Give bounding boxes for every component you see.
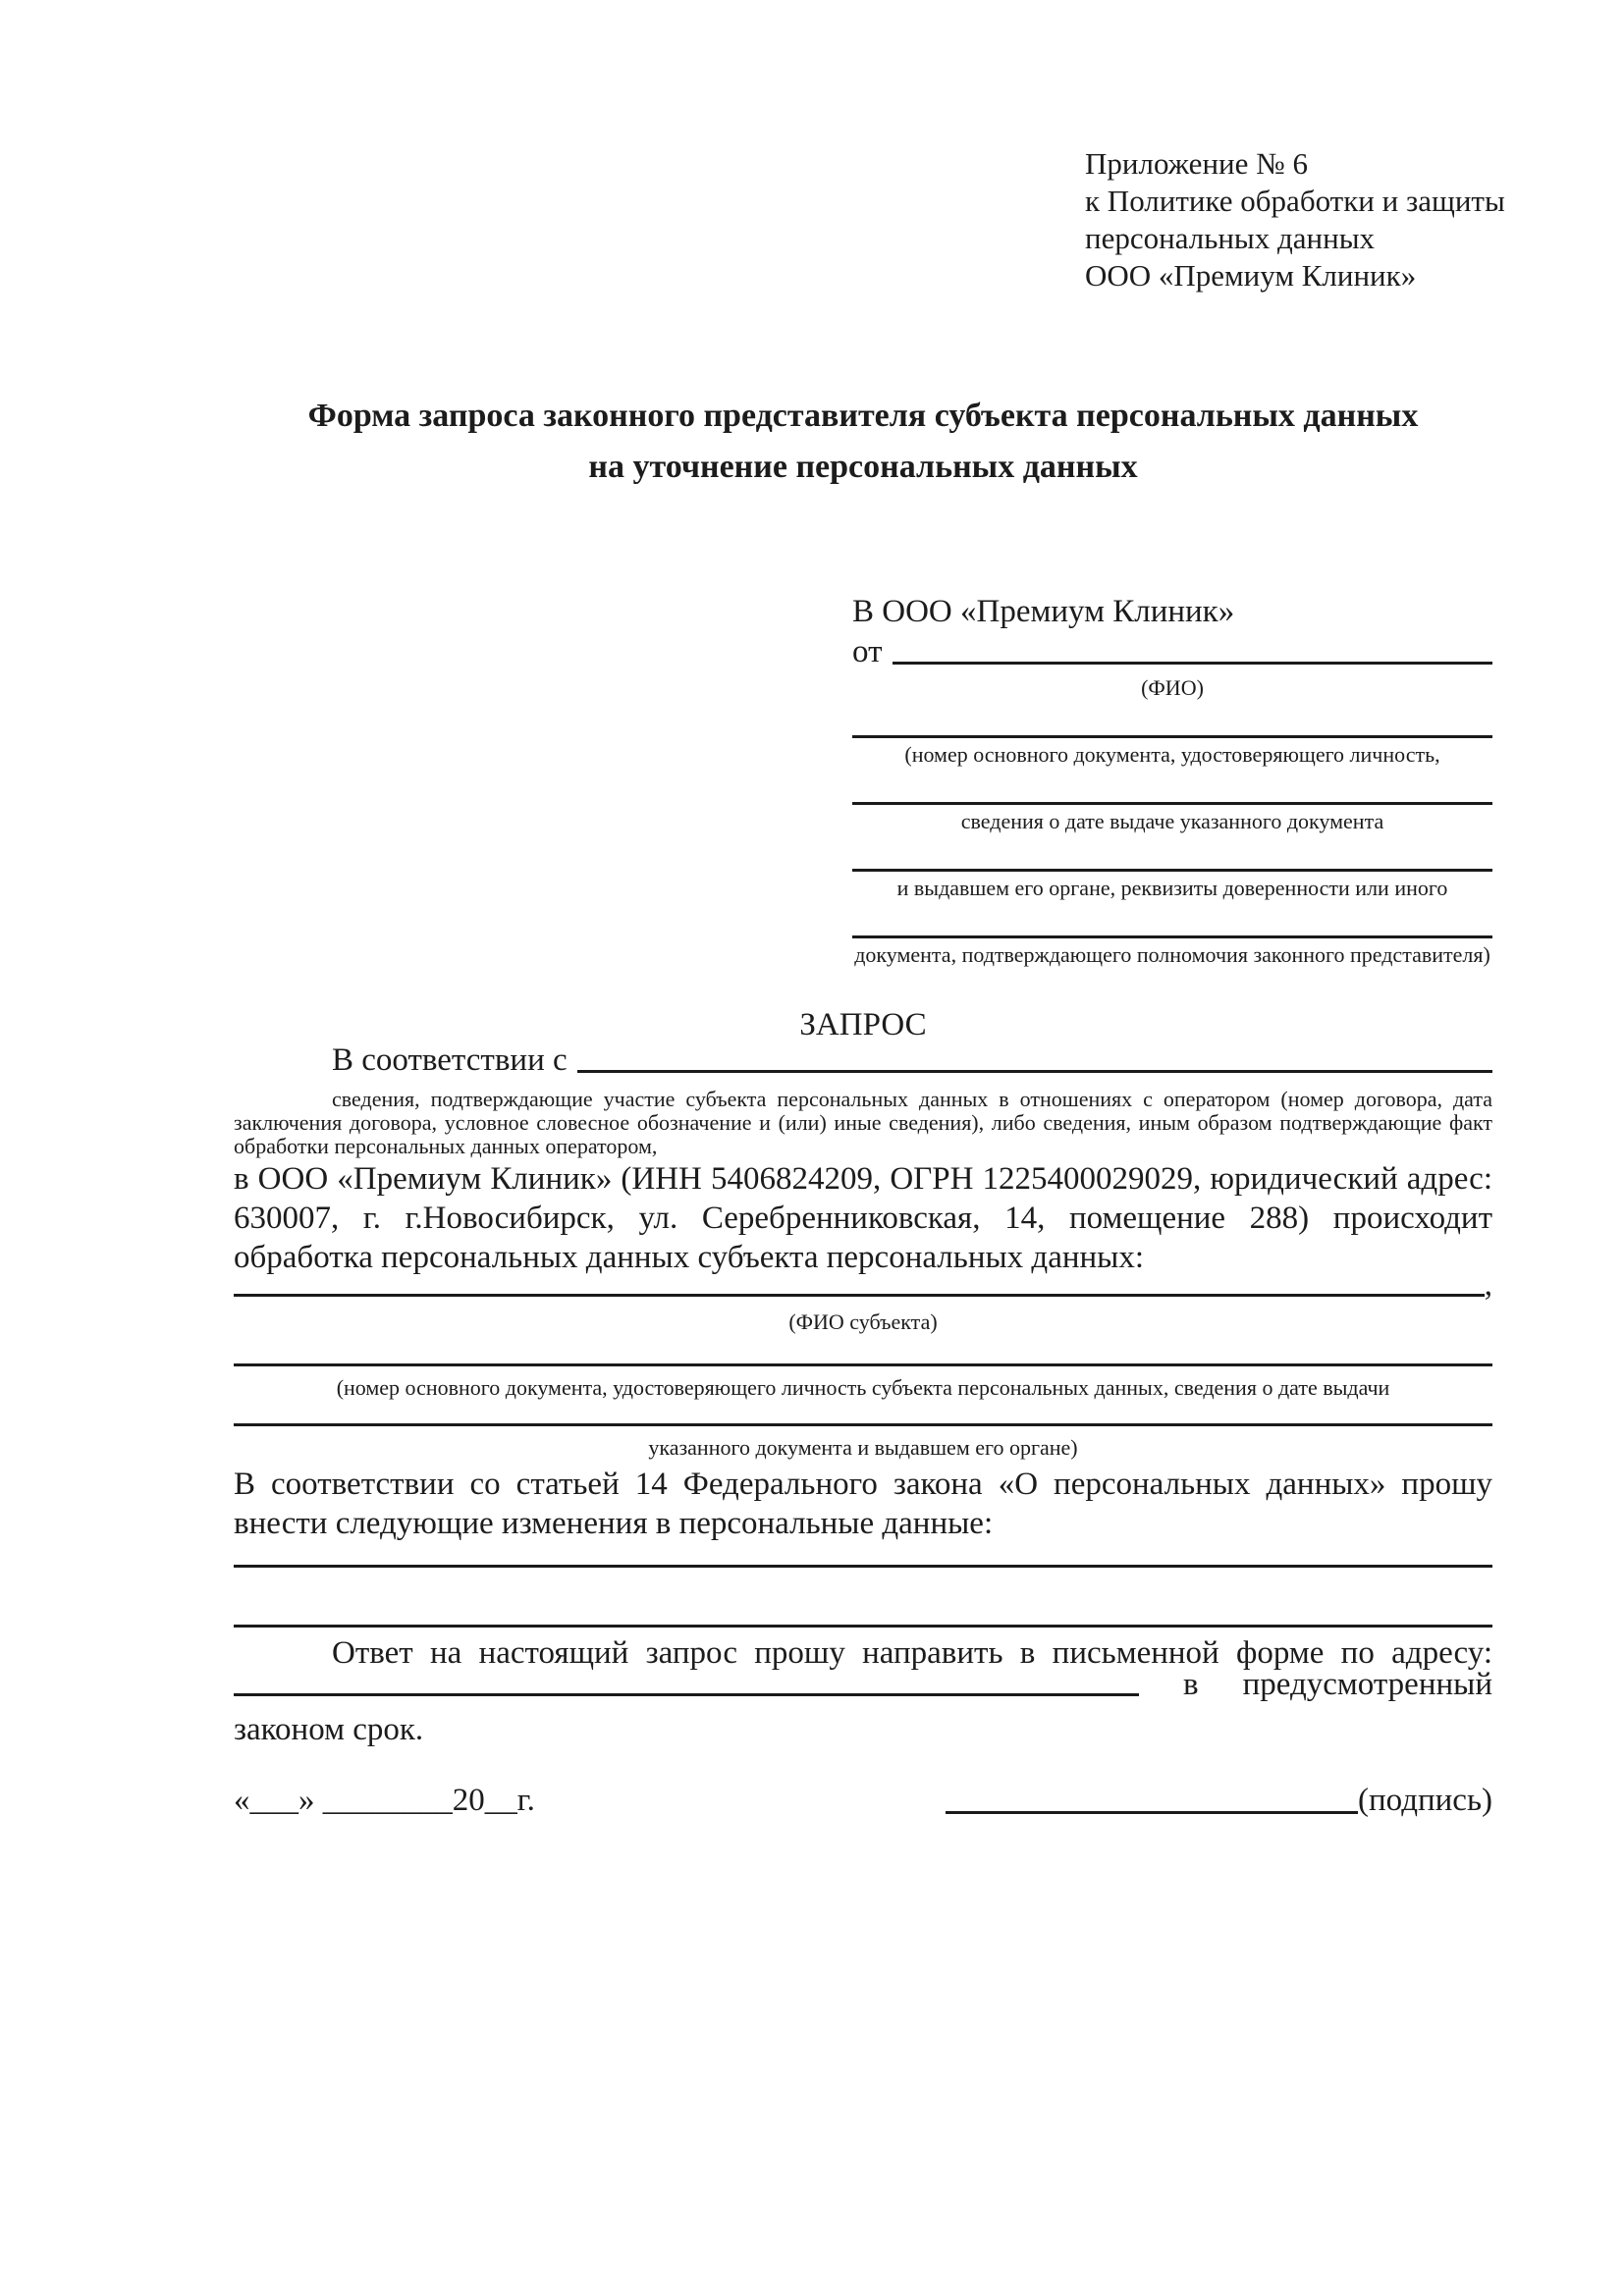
appendix-note [1085,145,1505,294]
document-title-line-1: Форма запроса законного представителя субъекта персональных данных [307,398,1419,434]
appendix-line-2: к Политике обработки и защиты [1085,184,1505,218]
subject-document-caption-1: (номер основного документа, удостоверяющего личность субъекта персональных данных, сведения о дате выдачи [336,1375,1390,1400]
from-row [852,632,1492,669]
subject-fio-row [234,1266,1492,1302]
subject-fio-blank-line [234,1294,1485,1297]
addressee-organization: В ООО «Премиум Клиник» [852,594,1235,629]
blank-line-caption: и выдавшем его органе, реквизиты доверенности или иного [896,876,1448,900]
blank-line-caption: сведения о дате выдаче указанного документа [960,809,1384,833]
from-label: от [852,634,883,669]
amendment-paragraph: В соответствии со статьей 14 Федерального закона «О персональных данных» прошу внести следующие изменения в персональные данные: [234,1467,1492,1541]
subject-line-comma: , [1484,1267,1492,1303]
appendix-line-3: персональных данных [1085,221,1376,255]
fio-caption: (ФИО) [1141,675,1204,700]
signature-area [946,1781,1492,1820]
blank-line-caption: документа, подтверждающего полномочия законного представителя) [854,942,1490,967]
fio-blank-line [893,662,1493,665]
blank-line [852,935,1492,938]
document-number-blank-group [852,735,1492,767]
document-title-line-2: на уточнение персональных данных [588,449,1138,485]
amendment-blank-line-2 [234,1625,1492,1628]
date-blank: «___» ________20__г. [234,1783,535,1818]
blank-line [852,735,1492,738]
subject-fio-caption: (ФИО субъекта) [788,1309,938,1334]
reply-paragraph-line-1: Ответ на настоящий запрос прошу направить в письменной форме по адресу: [332,1635,1492,1671]
reply-address-row [234,1669,1492,1700]
issuing-authority-blank-group [852,869,1492,900]
request-heading: ЗАПРОС [799,1007,927,1042]
intro-row [234,1041,1492,1077]
issue-date-blank-group [852,802,1492,833]
appendix-line-4: ООО «Премиум Клиник» [1085,258,1417,293]
subject-document-blank-line [234,1363,1492,1366]
amendment-blank-line-1 [234,1565,1492,1568]
signature-blank-line [946,1811,1358,1814]
blank-line-caption: (номер основного документа, удостоверяющего личность, [904,742,1440,767]
signature-row [234,1779,1492,1820]
operator-paragraph: в ООО «Премиум Клиник» (ИНН 5406824209, ОГРН 1225400029029, юридический адрес: 630007, г. г.Новосибирск, ул. Серебренниковская, 14, помещение 288) происходит обработка персональных данных субъекта персональных данных: [234,1161,1492,1275]
intro-label: В соответствии с [332,1042,568,1078]
reply-paragraph-line-3: законом срок. [234,1712,424,1747]
reply-tail-word-1: в [1183,1667,1199,1702]
blank-line [852,802,1492,805]
intro-footnote: сведения, подтверждающие участие субъекта персональных данных в отношениях с оператором (номер договора, дата заключения договора, условное словесное обозначение и (или) иные сведения), либо сведения, иным образом подтверждающие факт обработки персональных данных оператором, [234,1087,1492,1158]
signature-caption: (подпись) [1358,1783,1492,1818]
document-title [234,391,1492,493]
authority-document-blank-group [852,935,1492,967]
reply-tail-word-2: предусмотренный [1242,1667,1492,1702]
appendix-line-1: Приложение № 6 [1085,146,1308,181]
subject-document-blank-line-2 [234,1423,1492,1426]
subject-document-caption-2: указанного документа и выдавшем его органе) [648,1435,1078,1460]
addressee-block [852,591,1492,967]
blank-line [852,869,1492,872]
reply-address-blank-line [234,1693,1139,1696]
basis-blank-line [577,1070,1492,1073]
